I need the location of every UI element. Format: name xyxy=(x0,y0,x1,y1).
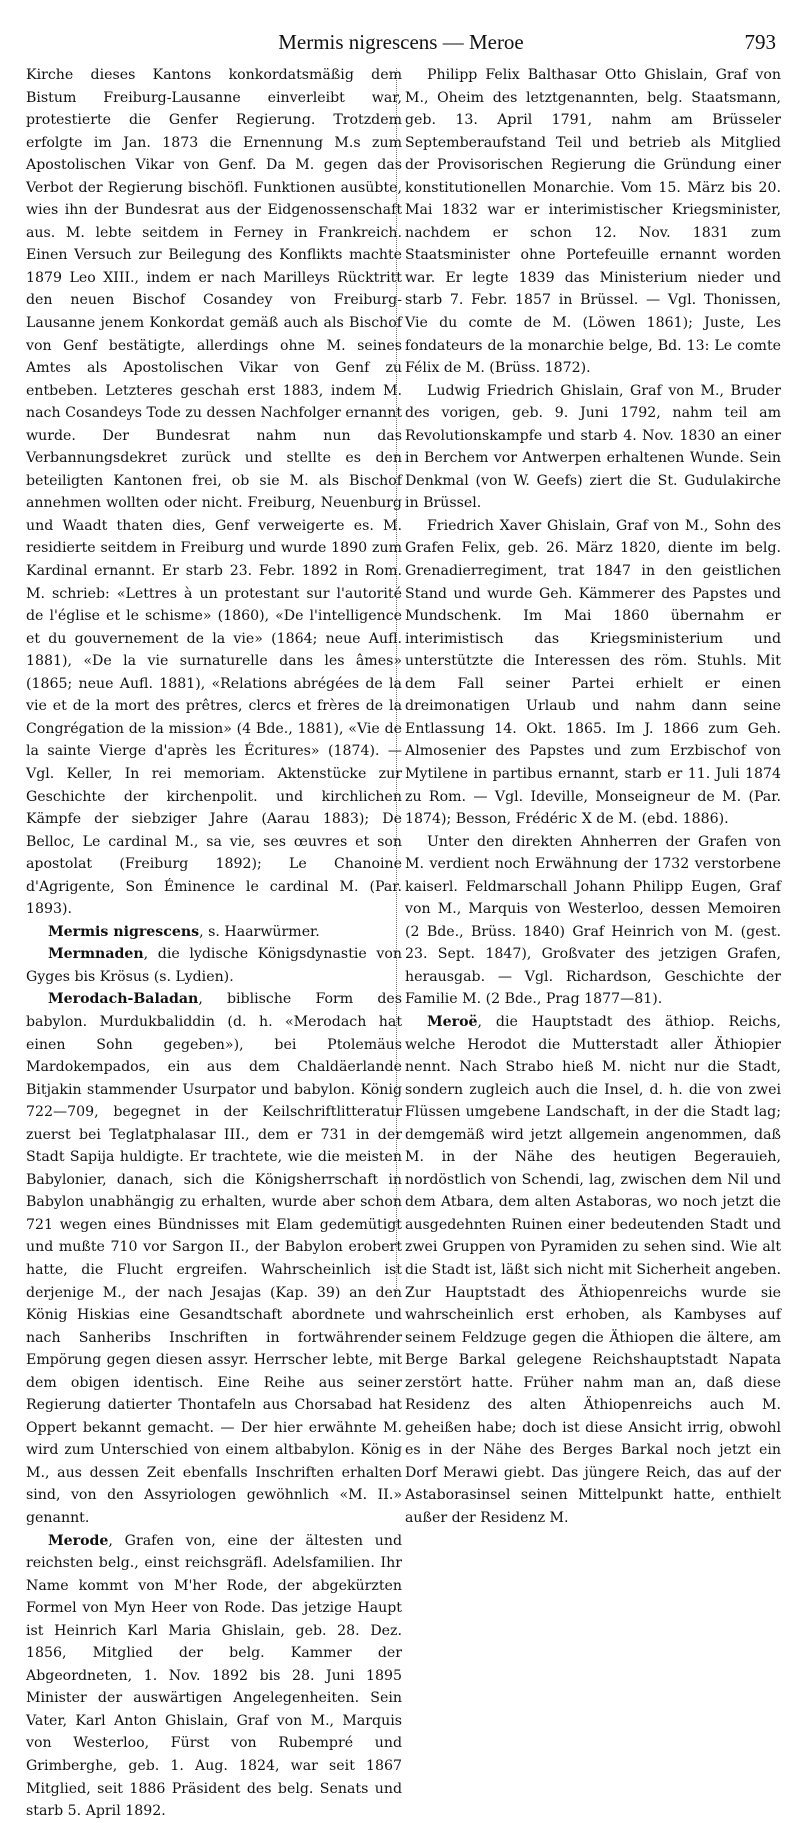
entry-mermis-nigrescens: Mermis nigrescens, s. Haarwürmer. xyxy=(48,923,320,940)
entry-headword: Mermnaden xyxy=(48,946,144,963)
entry-headword: Merode xyxy=(48,1532,109,1549)
entry-headword: Meroë xyxy=(427,1013,478,1030)
subentry-philipp-felix: Philipp Felix Balthasar Otto Ghislain, Graf von M., Oheim des letztgenannten, belg. Staatsmann, geb. 13. April 1791, nahm am Brüsseler Septemberaufstand Teil und betrieb als Mitglied der Provisorischen Regierung die Gründung einer konstitutionellen Monarchie. Vom 15. März bis 20. Mai 1832 war er interimistischer Kriegsminister, nachdem er schon 12. Nov. 1831 zum Staatsminister ohne Portefeuille ernannt worden war. Er legte 1839 das Ministerium nieder und starb 7. Febr. 1857 in Brüssel. — Vgl. Thonissen, Vie du comte de M. (Löwen 1861); Juste, Les fondateurs de la monarchie belge, Bd. 13: Le comte Félix de M. (Brüss. 1872). xyxy=(405,67,781,377)
entry-continuation: Kirche dieses Kantons konkordatsmäßig dem Bistum Freiburg-Lausanne einverleibt war, protestierte die Genfer Regierung. Trotzdem erfolgte im Jan. 1873 die Ernennung M.s zum Apostolischen Vikar von Genf. Da M. gegen das Verbot der Regierung bischöfl. Funktionen ausübte, wies ihn der Bundesrat aus der Eidgenossenschaft aus. M. lebte seitdem in Ferney in Frankreich. Einen Versuch zur Beilegung des Konflikts machte 1879 Leo XIII., indem er nach Marilleys Rücktritt den neuen Bischof Cosandey von Freiburg-Lausanne jenem Konkordat gemäß auch als Bischof von Genf bestätigte, allerdings ohne M. seines Amtes als Apostolischen Vikar von Genf zu entbeben. Letzteres geschah erst 1883, indem M. nach Cosandeys Tode zu dessen Nachfolger ernannt wurde. Der Bundesrat nahm nun das Verbannungsdekret zurück und stellte es den beteiligten Kantonen frei, ob sie M. als Bischof annehmen wollten oder nicht. Freiburg, Neuenburg und Waadt thaten dies, Genf verweigerte es. M. residierte seitdem in Freiburg und wurde 1890 zum Kardinal ernannt. Er starb 23. Febr. 1892 in Rom. M. schrieb: «Lettres à un protestant sur l'autorité de l'église et le schisme» (1860), «De l'intelligence et du gouvernement de la vie» (1864; neue Aufl. 1881), «De la vie surnaturelle dans les âmes» (1865; neue Aufl. 1881), «Relations abrégées de la vie et de la mort des prêtres, clercs et frères de la Congrégation de la mission» (4 Bde., 1881), «Vie de la sainte Vierge d'après les Écritures» (1874). — Vgl. Keller, In rei memoriam. Aktenstücke zur Geschichte der kirchenpolit. und kirchlichen Kämpfe der siebziger Jahre (Aarau 1883); De Belloc, Le cardinal M., sa vie, ses œuvres et son apostolat (Freiburg 1892); Le Chanoine d'Agrigente, Son Éminence le cardinal M. (Par. 1893). xyxy=(26,67,402,918)
entry-headword: Mermis nigrescens xyxy=(48,923,200,940)
subentry-ludwig-friedrich: Ludwig Friedrich Ghislain, Graf von M., Bruder des vorigen, geb. 9. Juni 1792, nahm teil am Revolutionskampfe und starb 4. Nov. 1830 an einer in Berchem vor Antwerpen erhaltenen Wunde. Sein Denkmal (von W. Geefs) ziert die St. Gudulakirche in Brüssel. xyxy=(405,382,781,512)
entry-meroe: Meroë, die Hauptstadt des äthiop. Reichs, welche Herodot die Mutterstadt aller Äthiopier nennt. Nach Strabo hieß M. nicht nur die Stadt, sondern zugleich auch die Insel, d. h. die von zwei Flüssen umgebene Landschaft, in der die Stadt lag; demgemäß wird jetzt allgemein angenommen, daß M. in der Nähe des heutigen Begerauieh, nordöstlich von Schendi, lag, zwischen dem Nil und dem Atbara, dem alten Astaboras, wo noch jetzt die ausgedehnten Ruinen einer bedeutenden Stadt und zwei Gruppen von Pyramiden zu sehen sind. Wie alt die Stadt ist, läßt sich nicht mit Sicherheit angeben. Zur Hauptstadt des Äthiopenreichs wurde sie wahrscheinlich erst erhoben, als Kambyses auf seinem Feldzuge gegen die Äthiopen die ältere, am Berge Barkal gelegene Reichshauptstadt Napata zerstört hatte. Früher nahm man an, daß diese Residenz des alten Äthiopenreichs auch M. geheißen habe; doch ist diese Ansicht irrig, obwohl es in der Nähe des Berges Barkal noch jetzt ein Dorf Merawi giebt. Das jüngere Reich, das auf der Astaborasinsel seinen Mittelpunkt hatte, enthielt außer der Residenz M. xyxy=(405,1013,781,1526)
left-column xyxy=(26,64,402,1820)
page-header xyxy=(26,24,776,58)
right-column xyxy=(405,64,781,1526)
entry-mermnaden: Mermnaden, die lydische Königsdynastie von Gyges bis Krösus (s. Lydien). xyxy=(26,946,402,985)
entry-headword: Merodach-Baladan xyxy=(48,991,199,1008)
subentry-ahnherren: Unter den direkten Ahnherren der Grafen von M. verdient noch Erwähnung der 1732 verstorbene kaiserl. Feldmarschall Johann Philipp Eugen, Graf von M., Marquis von Westerloo, dessen Memoiren (2 Bde., Brüss. 1840) Graf Heinrich von M. (gest. 23. Sept. 1847), Großvater des jetzigen Grafen, herausgab. — Vgl. Richardson, Geschichte der Familie M. (2 Bde., Prag 1877—81). xyxy=(405,833,781,1008)
page-number: 793 xyxy=(744,30,776,54)
subentry-friedrich-xaver: Friedrich Xaver Ghislain, Graf von M., Sohn des Grafen Felix, geb. 26. März 1820, diente im belg. Grenadierregiment, trat 1847 in den geistlichen Stand und wurde Geh. Kämmerer des Papstes und Mundschenk. Im Mai 1860 übernahm er interimistisch das Kriegsministerium und unterstützte die Interessen des röm. Stuhls. Mit dem Fall seiner Partei erhielt er einen dreimonatigen Urlaub und nahm dann seine Entlassung 14. Okt. 1865. Im J. 1866 zum Geh. Almosenier des Papstes und zum Erzbischof von Mytilene in partibus ernannt, starb er 11. Juli 1874 zu Rom. — Vgl. Ideville, Monseigneur de M. (Par. 1874); Besson, Frédéric X de M. (ebd. 1886). xyxy=(405,517,781,828)
entry-merode: Merode, Grafen von, eine der ältesten und reichsten belg., einst reichsgräfl. Adelsfamilien. Ihr Name kommt von M'her Rode, der abgekürzten Formel von Myn Heer von Rode. Das jetzige Haupt ist Heinrich Karl Maria Ghislain, geb. 28. Dez. 1856, Mitglied der belg. Kammer der Abgeordneten, 1. Nov. 1892 bis 28. Juni 1895 Minister der auswärtigen Angelegenheiten. Sein Vater, Karl Anton Ghislain, Graf von M., Marquis von Westerloo, Fürst von Rubempré und Grimberghe, geb. 1. Aug. 1824, war seit 1867 Mitglied, seit 1886 Präsident des belg. Senats und starb 5. April 1892. xyxy=(26,1532,402,1820)
entry-merodach-baladan: Merodach-Baladan, biblische Form des babylon. Murdukbaliddin (d. h. «Merodach hat einen Sohn gegeben»), bei Ptolemäus Mardokempados, ein aus dem Chaldäerlande Bitjakin stammender Usurpator und babylon. König 722—709, begegnet in der Keilschriftlitteratur zuerst bei Teglatphalasar III., dem er 731 in der Stadt Sapija huldigte. Er trachtete, wie die meisten Babylonier, danach, sich die Königsherrschaft in Babylon unabhängig zu erhalten, wurde aber schon 721 wegen eines Bündnisses mit Elam gedemütigt und mußte 710 vor Sargon II., der Babylon erobert hatte, die Flucht ergreifen. Wahrscheinlich ist derjenige M., der nach Jesajas (Kap. 39) an den König Hiskias eine Gesandtschaft abordnete und nach Sanheribs Inschriften in fortwährender Empörung gegen diesen assyr. Herrscher lebte, mit dem obigen identisch. Eine Reihe aus seiner Regierung datierter Thontafeln aus Chorsabad hat Oppert bekannt gemacht. — Der hier erwähnte M. wird zum Unterschied von einem altbabylon. König M., aus dessen Zeit ebenfalls Inschriften erhalten sind, von den Assyriologen gewöhnlich «M. II.» genannt. xyxy=(26,991,402,1526)
running-title: Mermis nigrescens — Meroe xyxy=(278,30,524,54)
